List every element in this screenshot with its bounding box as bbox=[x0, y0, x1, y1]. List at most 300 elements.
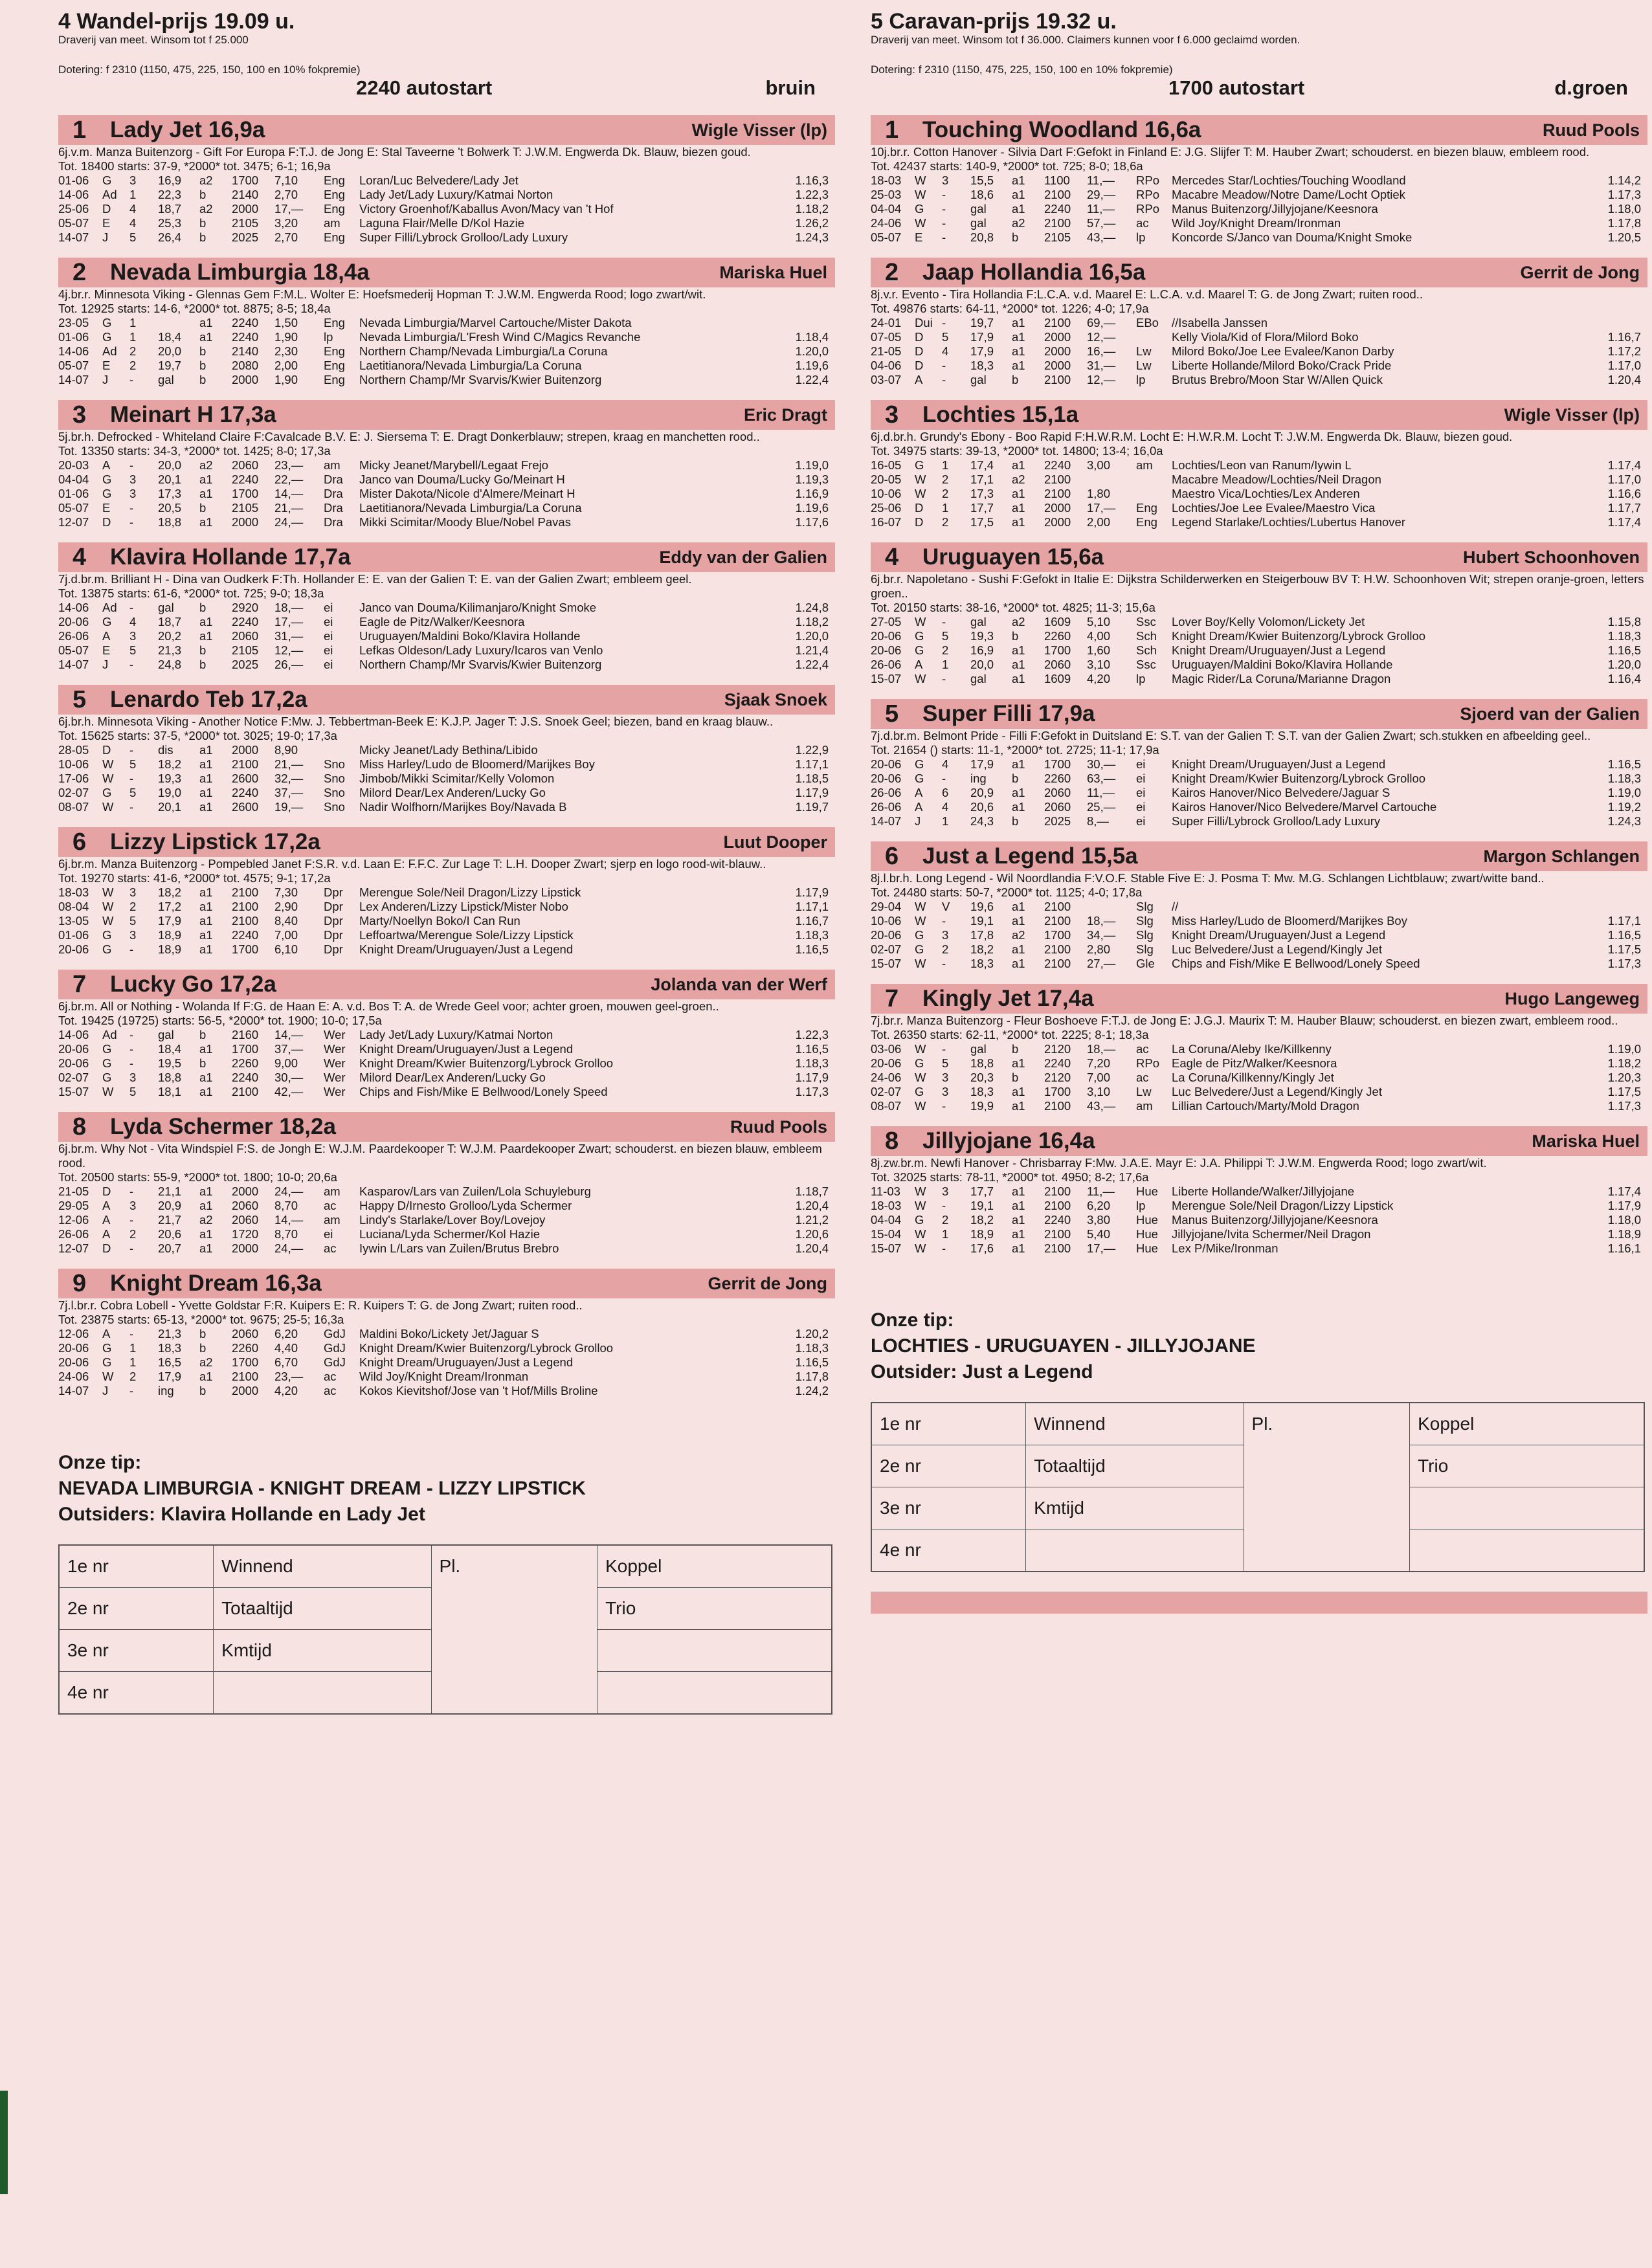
run-result: Knight Dream/Uruguayen/Just a Legend bbox=[359, 1355, 574, 1369]
run-odds: 8,70 bbox=[274, 1227, 298, 1241]
run-distance: 2100 bbox=[1044, 1227, 1071, 1241]
run-distance: 2140 bbox=[232, 188, 259, 201]
run-distance: 2100 bbox=[232, 900, 259, 913]
run-distance: 2240 bbox=[232, 615, 259, 628]
run-start: a2 bbox=[199, 173, 213, 187]
run-time: 21,1 bbox=[158, 1184, 182, 1198]
run-row bbox=[58, 1327, 835, 1341]
run-date: 12-06 bbox=[58, 1213, 89, 1227]
run-place: 3 bbox=[129, 487, 137, 500]
run-start: a1 bbox=[199, 928, 213, 942]
run-km-time: 1.18,5 bbox=[795, 772, 829, 785]
run-driver: Lw bbox=[1136, 359, 1152, 372]
run-time: 20,7 bbox=[158, 1241, 182, 1255]
bet-empty-cell[interactable] bbox=[1244, 1487, 1410, 1529]
horse-driver: Ruud Pools bbox=[1543, 120, 1640, 140]
run-time: ing bbox=[158, 1384, 174, 1397]
run-place: - bbox=[129, 1241, 134, 1255]
run-odds: 34,— bbox=[1087, 928, 1116, 942]
run-time: 25,3 bbox=[158, 216, 182, 230]
run-distance: 2060 bbox=[1044, 658, 1071, 671]
run-list bbox=[871, 458, 1647, 529]
run-list bbox=[58, 1028, 835, 1099]
run-date: 01-06 bbox=[58, 330, 89, 344]
horse-pedigree: 6j.br.m. Manza Buitenzorg - Pompebled Janet F:S.R. v.d. Laan E: F.F.C. Zur Lage T: L.H. Dooper Zwart; sjerp en logo rood-wit-blauw.. bbox=[58, 857, 766, 871]
run-date: 07-05 bbox=[871, 330, 902, 344]
run-row bbox=[871, 316, 1647, 330]
run-distance: 2000 bbox=[232, 373, 259, 386]
run-driver: ei bbox=[1136, 786, 1146, 799]
bet-kmtijd-label[interactable]: Kmtijd bbox=[1026, 1487, 1244, 1529]
run-start: a1 bbox=[1012, 188, 1025, 201]
run-date: 04-06 bbox=[871, 359, 902, 372]
horse-pedigree: 7j.d.br.m. Brilliant H - Dina van Oudkerk F:Th. Hollander E: E. van der Galien T: E. van der Galien Zwart; embleem geel. bbox=[58, 572, 692, 586]
run-odds: 31,— bbox=[1087, 359, 1116, 372]
run-result: Northern Champ/Mr Svarvis/Kwier Buitenzorg bbox=[359, 658, 602, 671]
run-km-time: 1.14,2 bbox=[1607, 173, 1641, 187]
bet-empty-cell[interactable] bbox=[1410, 1487, 1644, 1529]
bet-winnend-label[interactable]: Winnend bbox=[1026, 1403, 1244, 1445]
horse-name: Klavira Hollande 17,7a bbox=[110, 544, 351, 570]
horse-list bbox=[58, 115, 835, 1398]
run-driver: am bbox=[324, 458, 340, 472]
run-start: a1 bbox=[1012, 757, 1025, 771]
run-km-time: 1.17,3 bbox=[795, 1085, 829, 1098]
horse-driver: Wigle Visser (lp) bbox=[1504, 405, 1640, 425]
run-place: 5 bbox=[942, 330, 949, 344]
run-track: A bbox=[915, 800, 923, 814]
bet-empty-cell[interactable] bbox=[1244, 1529, 1410, 1572]
run-km-time: 1.16,5 bbox=[795, 1042, 829, 1056]
horse-header bbox=[58, 685, 835, 715]
run-result: Janco van Douma/Lucky Go/Meinart H bbox=[359, 472, 565, 486]
run-place: 4 bbox=[129, 202, 137, 216]
run-time: gal bbox=[158, 373, 174, 386]
run-distance: 2000 bbox=[232, 743, 259, 757]
horse-name: Lucky Go 17,2a bbox=[110, 972, 276, 997]
run-date: 20-06 bbox=[871, 629, 902, 643]
run-time: 16,9 bbox=[158, 173, 182, 187]
run-km-time: 1.19,2 bbox=[1607, 800, 1641, 814]
run-row bbox=[58, 1227, 835, 1241]
run-start: a1 bbox=[1012, 957, 1025, 970]
run-track: A bbox=[102, 629, 111, 643]
run-time: 21,3 bbox=[158, 643, 182, 657]
run-start: a1 bbox=[199, 1042, 213, 1056]
bet-totaaltijd-label[interactable]: Totaaltijd bbox=[214, 1588, 431, 1630]
run-track: W bbox=[102, 757, 114, 771]
run-odds: 26,— bbox=[274, 658, 304, 671]
run-row bbox=[871, 515, 1647, 529]
run-result: Laetitianora/Nevada Limburgia/La Coruna bbox=[359, 359, 582, 372]
run-km-time: 1.18,0 bbox=[1607, 202, 1641, 216]
horse-totals: Tot. 20500 starts: 55-9, *2000* tot. 1800; 10-0; 20,6a bbox=[58, 1170, 337, 1184]
run-result: // bbox=[1172, 900, 1179, 913]
bet-empty-cell[interactable] bbox=[597, 1672, 832, 1715]
run-row bbox=[871, 472, 1647, 487]
tip-block bbox=[871, 1307, 1647, 1385]
horse-entry bbox=[871, 542, 1647, 686]
run-result: Lex Anderen/Lizzy Lipstick/Mister Nobo bbox=[359, 900, 568, 913]
bet-winnend-label[interactable]: Winnend bbox=[214, 1545, 431, 1588]
run-result: Milord Dear/Lex Anderen/Lucky Go bbox=[359, 786, 546, 799]
run-time: 19,3 bbox=[158, 772, 182, 785]
run-row bbox=[871, 772, 1647, 786]
bet-empty-cell[interactable] bbox=[214, 1672, 431, 1715]
run-km-time: 1.18,0 bbox=[1607, 1213, 1641, 1227]
run-row bbox=[871, 900, 1647, 914]
run-distance: 2240 bbox=[232, 1071, 259, 1084]
run-driver: lp bbox=[1136, 672, 1146, 685]
run-track: W bbox=[915, 216, 926, 230]
horse-entry bbox=[871, 115, 1647, 245]
run-start: b bbox=[199, 501, 206, 515]
run-distance: 2060 bbox=[232, 1199, 259, 1212]
run-odds: 8,40 bbox=[274, 914, 298, 928]
run-place: - bbox=[942, 188, 946, 201]
horse-header bbox=[58, 115, 835, 145]
run-track: W bbox=[915, 1199, 926, 1212]
run-result: Super Filli/Lybrock Grolloo/Lady Luxury bbox=[359, 230, 568, 244]
horse-number: 3 bbox=[73, 401, 87, 428]
bet-empty-cell[interactable] bbox=[1244, 1445, 1410, 1487]
run-km-time: 1.19,0 bbox=[1607, 1042, 1641, 1056]
horse-pedigree: 6j.br.m. Why Not - Vita Windspiel F:S. de Jongh E: W.J.M. Paardekooper T: W.J.M. Paardekooper Zwart; schouderst. en biezen blauw, embleem rood. bbox=[58, 1142, 822, 1170]
run-distance: 2100 bbox=[1044, 216, 1071, 230]
run-odds: 63,— bbox=[1087, 772, 1116, 785]
run-row bbox=[58, 1370, 835, 1384]
run-result: Mikki Scimitar/Moody Blue/Nobel Pavas bbox=[359, 515, 571, 529]
run-result: Maestro Vica/Lochties/Lex Anderen bbox=[1172, 487, 1360, 500]
run-date: 10-06 bbox=[871, 914, 902, 928]
bet-koppel-label[interactable]: Koppel bbox=[597, 1545, 832, 1588]
run-time: 17,7 bbox=[970, 501, 994, 515]
bet-empty-cell[interactable] bbox=[431, 1672, 597, 1715]
run-date: 20-06 bbox=[871, 1056, 902, 1070]
run-track: J bbox=[915, 814, 921, 828]
run-time: 19,3 bbox=[970, 629, 994, 643]
run-row bbox=[58, 1028, 835, 1042]
run-place: - bbox=[129, 373, 134, 386]
run-track: Ad bbox=[102, 1028, 117, 1041]
bet-totaaltijd-label[interactable]: Totaaltijd bbox=[1026, 1445, 1244, 1487]
bet-trio-label[interactable]: Trio bbox=[1410, 1445, 1644, 1487]
start-line bbox=[871, 76, 1647, 102]
run-start: a1 bbox=[1012, 515, 1025, 529]
run-km-time: 1.19,3 bbox=[795, 472, 829, 486]
run-start: a1 bbox=[199, 316, 213, 329]
run-km-time: 1.17,9 bbox=[795, 885, 829, 899]
run-driver: Wer bbox=[324, 1056, 346, 1070]
run-track: W bbox=[915, 1042, 926, 1056]
run-odds: 7,20 bbox=[1087, 1056, 1111, 1070]
horse-header bbox=[871, 841, 1647, 871]
run-track: W bbox=[915, 1241, 926, 1255]
run-odds: 17,— bbox=[274, 615, 304, 628]
run-place: 5 bbox=[129, 757, 137, 771]
run-date: 05-07 bbox=[58, 643, 89, 657]
run-date: 08-07 bbox=[871, 1099, 902, 1113]
run-list bbox=[58, 743, 835, 814]
run-driver: GdJ bbox=[324, 1327, 346, 1340]
run-km-time: 1.17,9 bbox=[795, 1071, 829, 1084]
run-track: J bbox=[102, 1384, 109, 1397]
run-start: b bbox=[199, 344, 206, 358]
run-place: - bbox=[129, 515, 134, 529]
run-distance: 2920 bbox=[232, 601, 259, 614]
run-place: - bbox=[942, 373, 946, 386]
run-odds: 6,20 bbox=[1087, 1199, 1111, 1212]
run-km-time: 1.16,1 bbox=[1607, 1241, 1641, 1255]
run-date: 14-07 bbox=[58, 230, 89, 244]
race-program bbox=[871, 9, 1647, 1572]
horse-driver: Gerrit de Jong bbox=[708, 1274, 827, 1293]
run-track: J bbox=[102, 373, 109, 386]
horse-name: Nevada Limburgia 18,4a bbox=[110, 260, 370, 285]
run-driver: am bbox=[1136, 458, 1153, 472]
run-date: 10-06 bbox=[58, 757, 89, 771]
run-odds: 3,10 bbox=[1087, 658, 1111, 671]
run-km-time: 1.19,6 bbox=[795, 359, 829, 372]
run-odds: 30,— bbox=[1087, 757, 1116, 771]
horse-name: Touching Woodland 16,6a bbox=[922, 117, 1201, 142]
horse-totals: Tot. 13875 starts: 61-6, *2000* tot. 725; 9-0; 18,3a bbox=[58, 586, 324, 600]
run-odds: 16,— bbox=[1087, 344, 1116, 358]
bet-empty-cell[interactable] bbox=[431, 1630, 597, 1672]
run-place: 1 bbox=[942, 458, 949, 472]
run-odds: 43,— bbox=[1087, 1099, 1116, 1113]
horse-driver: Margon Schlangen bbox=[1483, 847, 1640, 866]
run-row bbox=[871, 957, 1647, 971]
run-start: a1 bbox=[199, 914, 213, 928]
run-row bbox=[871, 1199, 1647, 1213]
run-driver: Dra bbox=[324, 472, 343, 486]
run-km-time: 1.21,4 bbox=[795, 643, 829, 657]
run-track: G bbox=[915, 1213, 924, 1227]
run-date: 11-03 bbox=[871, 1184, 900, 1198]
run-time: 24,3 bbox=[970, 814, 994, 828]
horse-totals: Tot. 49876 starts: 64-11, *2000* tot. 1226; 4-0; 17,9a bbox=[871, 302, 1149, 315]
run-time: 19,1 bbox=[970, 1199, 994, 1212]
run-distance: 2240 bbox=[232, 928, 259, 942]
run-driver: Eng bbox=[324, 230, 345, 244]
run-start: a1 bbox=[1012, 1184, 1025, 1198]
run-date: 20-06 bbox=[58, 615, 89, 628]
bet-empty-cell[interactable] bbox=[1410, 1529, 1644, 1572]
bet-trio-label[interactable]: Trio bbox=[597, 1588, 832, 1630]
run-odds: 27,— bbox=[1087, 957, 1116, 970]
run-result: Maldini Boko/Lickety Jet/Jaguar S bbox=[359, 1327, 539, 1340]
horse-number: 4 bbox=[885, 544, 899, 571]
run-track: A bbox=[102, 1213, 111, 1227]
run-date: 20-06 bbox=[871, 643, 902, 657]
bet-row bbox=[59, 1588, 832, 1630]
horse-pedigree: 8j.l.br.h. Long Legend - Wil Noordlandia F:V.O.F. Stable Five E: J. Posma T: Mw. M.G. Schlangen Lichtblauw; zwart/witte band.. bbox=[871, 871, 1545, 885]
run-place: - bbox=[129, 942, 134, 956]
horse-number: 8 bbox=[73, 1113, 87, 1140]
run-date: 20-05 bbox=[871, 472, 902, 486]
run-track: W bbox=[915, 173, 926, 187]
bet-koppel-label[interactable]: Koppel bbox=[1410, 1403, 1644, 1445]
run-list bbox=[58, 885, 835, 957]
run-row bbox=[58, 202, 835, 216]
run-distance: 2105 bbox=[232, 501, 259, 515]
horse-driver: Ruud Pools bbox=[730, 1117, 827, 1137]
run-date: 20-06 bbox=[58, 942, 89, 956]
run-track: J bbox=[102, 658, 109, 671]
run-time: 20,6 bbox=[970, 800, 994, 814]
horse-name: Lyda Schermer 18,2a bbox=[110, 1114, 336, 1139]
run-track: Dui bbox=[915, 316, 933, 329]
run-track: W bbox=[915, 1227, 926, 1241]
run-result: Lochties/Joe Lee Evalee/Maestro Vica bbox=[1172, 501, 1376, 515]
run-odds: 14,— bbox=[274, 487, 304, 500]
run-date: 12-07 bbox=[58, 1241, 89, 1255]
run-time: 20,3 bbox=[970, 1071, 994, 1084]
run-time: 22,3 bbox=[158, 188, 182, 201]
run-odds: 6,70 bbox=[274, 1355, 298, 1369]
horse-name: Uruguayen 15,6a bbox=[922, 544, 1104, 570]
run-km-time: 1.17,1 bbox=[795, 900, 829, 913]
run-start: a2 bbox=[1012, 216, 1025, 230]
bet-place-label[interactable]: Pl. bbox=[1244, 1403, 1410, 1445]
run-time: 20,0 bbox=[158, 458, 182, 472]
run-track: G bbox=[102, 330, 112, 344]
run-start: b bbox=[199, 1341, 206, 1355]
run-driver: RPo bbox=[1136, 202, 1159, 216]
run-row bbox=[871, 615, 1647, 629]
run-row bbox=[58, 800, 835, 814]
run-result: Liberte Hollande/Milord Boko/Crack Pride bbox=[1172, 359, 1392, 372]
run-result: Micky Jeanet/Lady Bethina/Libido bbox=[359, 743, 538, 757]
run-result: Koncorde S/Janco van Douma/Knight Smoke bbox=[1172, 230, 1412, 244]
run-row bbox=[58, 900, 835, 914]
run-km-time: 1.17,1 bbox=[795, 757, 829, 771]
bet-position-label: 2e nr bbox=[871, 1445, 1026, 1487]
run-date: 12-07 bbox=[58, 515, 89, 529]
run-track: W bbox=[102, 1085, 114, 1098]
run-row bbox=[58, 173, 835, 188]
run-time: 18,9 bbox=[158, 942, 182, 956]
run-driver: ac bbox=[324, 1370, 337, 1383]
run-driver: lp bbox=[324, 330, 333, 344]
run-place: - bbox=[129, 1184, 134, 1198]
horse-header bbox=[58, 400, 835, 430]
horse-entry bbox=[871, 400, 1647, 529]
run-start: b bbox=[199, 230, 206, 244]
run-date: 02-07 bbox=[871, 1085, 902, 1098]
run-driver: Eng bbox=[324, 202, 345, 216]
run-start: a1 bbox=[199, 330, 213, 344]
race-conditions: Draverij van meet. Winsom tot f 36.000. Claimers kunnen voor f 6.000 geclaimd worden. bbox=[871, 34, 1300, 46]
run-time: 16,5 bbox=[158, 1355, 182, 1369]
run-distance: 1700 bbox=[232, 942, 259, 956]
run-distance: 2100 bbox=[1044, 188, 1071, 201]
run-odds: 37,— bbox=[274, 786, 304, 799]
run-track: A bbox=[915, 786, 923, 799]
tip-outsider: Outsiders: Klavira Hollande en Lady Jet bbox=[58, 1504, 425, 1525]
run-driver: ei bbox=[324, 615, 333, 628]
horse-totals: Tot. 12925 starts: 14-6, *2000* tot. 8875; 8-5; 18,4a bbox=[58, 302, 331, 315]
run-place: - bbox=[129, 1042, 134, 1056]
run-driver: Slg bbox=[1136, 914, 1154, 928]
run-km-time: 1.17,9 bbox=[1607, 1199, 1641, 1212]
bet-row bbox=[59, 1672, 832, 1715]
run-driver: RPo bbox=[1136, 188, 1159, 201]
run-track: D bbox=[915, 515, 924, 529]
run-row bbox=[871, 359, 1647, 373]
run-place: - bbox=[942, 957, 946, 970]
run-row bbox=[58, 316, 835, 330]
race-4-column bbox=[58, 0, 835, 1715]
run-date: 05-07 bbox=[58, 359, 89, 372]
run-track: G bbox=[915, 1085, 924, 1098]
run-odds: 4,40 bbox=[274, 1341, 298, 1355]
run-distance: 1100 bbox=[1044, 173, 1070, 187]
run-time: 17,6 bbox=[970, 1241, 994, 1255]
run-driver: GdJ bbox=[324, 1341, 346, 1355]
horse-name: Meinart H 17,3a bbox=[110, 402, 276, 427]
run-row bbox=[58, 914, 835, 928]
run-driver: ei bbox=[324, 643, 333, 657]
bet-kmtijd-label[interactable]: Kmtijd bbox=[214, 1630, 431, 1672]
bet-empty-cell[interactable] bbox=[1026, 1529, 1244, 1572]
horse-entry bbox=[871, 841, 1647, 971]
run-km-time: 1.17,5 bbox=[1607, 942, 1641, 956]
bet-place-label[interactable]: Pl. bbox=[431, 1545, 597, 1588]
horse-number: 7 bbox=[885, 985, 899, 1012]
run-distance: 2240 bbox=[1044, 458, 1071, 472]
run-km-time: 1.17,7 bbox=[1607, 501, 1641, 515]
run-km-time: 1.17,5 bbox=[1607, 1085, 1641, 1098]
run-place: - bbox=[942, 914, 946, 928]
run-start: b bbox=[1012, 373, 1019, 386]
bet-empty-cell[interactable] bbox=[431, 1588, 597, 1630]
run-track: W bbox=[915, 1099, 926, 1113]
run-driver: Gle bbox=[1136, 957, 1155, 970]
run-distance: 2260 bbox=[1044, 772, 1071, 785]
horse-number: 1 bbox=[885, 117, 899, 144]
run-distance: 2000 bbox=[1044, 515, 1071, 529]
run-driver: Ssc bbox=[1136, 658, 1156, 671]
run-driver: Slg bbox=[1136, 928, 1154, 942]
run-date: 14-07 bbox=[58, 1384, 89, 1397]
run-place: 2 bbox=[942, 942, 949, 956]
run-odds: 30,— bbox=[274, 1071, 304, 1084]
bet-empty-cell[interactable] bbox=[597, 1630, 832, 1672]
run-km-time: 1.19,0 bbox=[1607, 786, 1641, 799]
run-km-time: 1.18,4 bbox=[795, 330, 829, 344]
run-place: - bbox=[942, 1241, 946, 1255]
run-km-time: 1.19,7 bbox=[795, 800, 829, 814]
run-odds: 8,— bbox=[1087, 814, 1109, 828]
run-place: - bbox=[129, 1327, 134, 1340]
race-dotering: Dotering: f 2310 (1150, 475, 225, 150, 100 en 10% fokpremie) bbox=[871, 63, 1173, 76]
run-distance: 2105 bbox=[1044, 230, 1071, 244]
run-start: a1 bbox=[1012, 900, 1025, 913]
run-odds: 1,90 bbox=[274, 330, 298, 344]
run-time: 20,8 bbox=[970, 230, 994, 244]
run-start: b bbox=[1012, 1042, 1019, 1056]
run-start: a1 bbox=[1012, 672, 1025, 685]
run-track: A bbox=[102, 1327, 111, 1340]
run-km-time: 1.24,3 bbox=[795, 230, 829, 244]
run-odds: 24,— bbox=[274, 515, 304, 529]
run-place: 2 bbox=[129, 344, 137, 358]
horse-driver: Hubert Schoonhoven bbox=[1462, 548, 1640, 567]
run-driver: ei bbox=[1136, 814, 1146, 828]
run-driver: Dpr bbox=[324, 900, 343, 913]
